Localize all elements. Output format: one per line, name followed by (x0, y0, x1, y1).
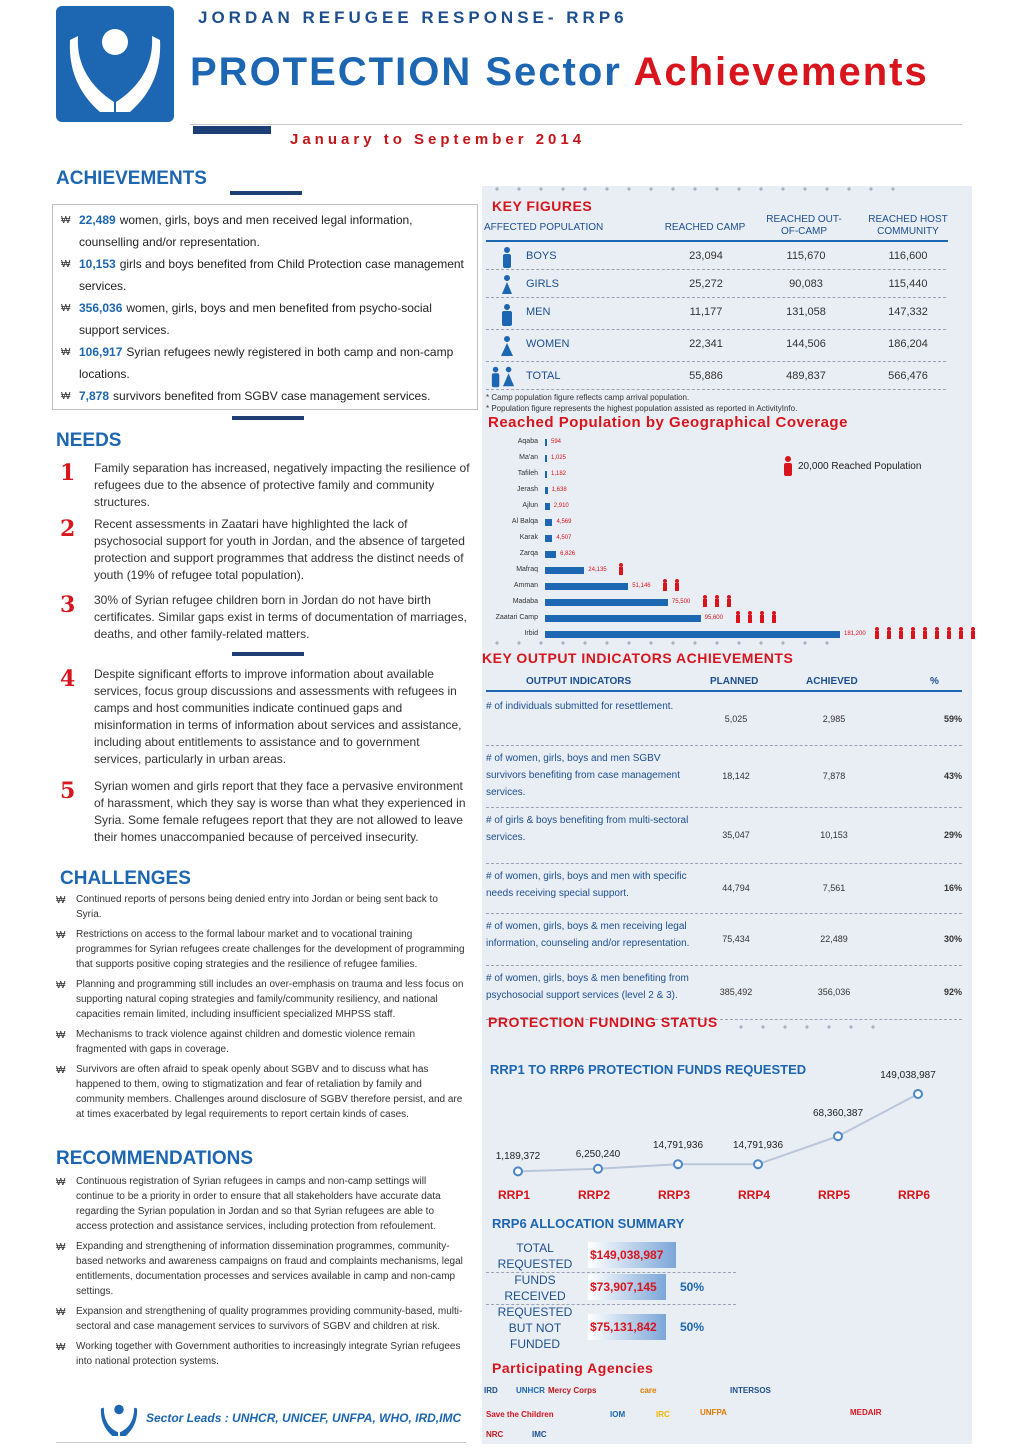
alloc-value-total: $149,038,987 (590, 1248, 664, 1262)
challenge-text: Restrictions on access to the formal labour market and to vocational training programmes for Syrian refugees create challenges for the development of programming that supports positive coping strategies and the resilience of refugee families. (76, 929, 465, 970)
kf-header-host: REACHED HOST COMMUNITY (868, 214, 948, 237)
oi-label: # of girls & boys benefiting from multi-sectoral services. (486, 815, 689, 843)
oi-achieved: 22,489 (820, 934, 848, 944)
geo-legend (782, 456, 921, 476)
oi-percent: 59% (943, 714, 962, 724)
challenge-item (56, 1027, 466, 1057)
kf-out-value: 131,058 (786, 306, 826, 318)
need-item (60, 516, 470, 584)
kf-header-outcamp: REACHED OUT-OF-CAMP (766, 214, 842, 237)
boy-icon (500, 246, 514, 268)
kf-out-value: 489,837 (786, 370, 826, 382)
oi-achieved: 356,036 (817, 987, 851, 997)
funding-title: PROTECTION FUNDING STATUS (488, 1014, 718, 1030)
hands-bullet-icon: ₩ (56, 895, 66, 906)
alloc-title: RRP6 ALLOCATION SUMMARY (492, 1216, 685, 1231)
kf-label: MEN (526, 306, 551, 318)
funds-category-label: RRP4 (738, 1188, 771, 1202)
funds-point (834, 1132, 842, 1140)
kf-camp-value: 11,177 (689, 306, 723, 318)
geo-value-label: 181,200 (844, 631, 866, 637)
achievement-item (61, 209, 469, 253)
challenge-text: Continued reports of persons being denied entry into Jordan or being sent back to Syria. (76, 894, 438, 920)
footer-rule (56, 1442, 466, 1443)
alloc-pct-unfunded: 50% (680, 1320, 705, 1334)
hands-icon (56, 6, 174, 122)
challenge-text: Mechanisms to track violence against children and domestic violence remain fragmented with gaps in coverage. (76, 1029, 416, 1055)
funds-value-label: 149,038,987 (880, 1070, 936, 1081)
oi-header-planned: PLANNED (710, 676, 759, 687)
oi-label: # of women, girls, boys & men receiving legal information, counseling and/or representation. (486, 921, 690, 949)
kf-header-population: AFFECTED POPULATION (484, 222, 604, 233)
alloc-pct-received: 50% (680, 1280, 705, 1294)
recommendation-item (56, 1304, 466, 1334)
agencies-title: Participating Agencies (492, 1360, 654, 1376)
challenge-item (56, 977, 466, 1022)
kf-out-value: 144,506 (786, 338, 826, 350)
funds-value-label: 68,360,387 (812, 1108, 864, 1120)
sector-leads (100, 1400, 461, 1436)
agency-logo: IOM (610, 1410, 626, 1419)
protection-logo (56, 6, 174, 122)
achievements-underline (230, 191, 302, 195)
agency-logo: Save the Children (486, 1410, 554, 1419)
oi-label: # of individuals submitted for resettlement. (486, 701, 674, 712)
person-red-icon (618, 562, 622, 574)
person-red-icon (662, 578, 666, 590)
alloc-label-unfunded: REQUESTED BUT NOT FUNDED (497, 1305, 573, 1351)
challenge-text: Survivors are often afraid to speak openly about SGBV and to discuss what has happened to them, owing to stigmatization and fear of retaliation by family and community members. Challenges around disclosure of SGBV therefore persist, and are at times exacerbated by legal requirements to report certain kinds of cases. (76, 1064, 463, 1120)
hands-bullet-icon: ₩ (56, 1065, 66, 1076)
title-blue: PROTECTION Sector (190, 50, 622, 94)
challenge-item (56, 1062, 466, 1122)
kf-camp-value: 55,886 (689, 370, 723, 382)
title-red: Achievements (633, 50, 929, 94)
geo-value-label: 1,182 (551, 471, 567, 477)
geo-bar (545, 599, 668, 606)
geo-value-label: 4,507 (556, 535, 572, 541)
hands-bullet-icon: ₩ (61, 303, 71, 314)
oi-achieved: 2,985 (822, 714, 846, 724)
person-red-icon (782, 456, 794, 476)
kf-note-camp: * Camp population figure reflects camp arrival population. (486, 393, 690, 402)
geo-category-label: Karak (519, 534, 538, 541)
geo-bar (545, 567, 584, 574)
needs-divider (232, 652, 304, 656)
person-red-icon (946, 626, 950, 638)
geo-bar (545, 551, 556, 558)
geo-bar (545, 631, 840, 638)
geo-bar (545, 503, 550, 510)
kf-host-value: 186,204 (888, 338, 928, 350)
geo-bar (545, 615, 701, 622)
report-period: January to September 2014 (290, 131, 586, 148)
achievement-number: 7,878 (79, 389, 110, 403)
funds-series-line (518, 1094, 918, 1171)
hands-bullet-icon: ₩ (56, 980, 66, 991)
kf-host-value: 147,332 (888, 306, 928, 318)
oi-planned: 385,492 (719, 987, 753, 997)
geo-category-label: Mafraq (516, 566, 538, 573)
girl-icon (500, 274, 514, 296)
person-red-icon (771, 610, 775, 622)
agency-logo: UNHCR (516, 1386, 545, 1395)
hands-bullet-icon: ₩ (56, 1177, 66, 1188)
funds-value-label: 1,189,372 (495, 1151, 541, 1163)
need-number: 2 (60, 516, 76, 542)
agency-logo: UNFPA (700, 1408, 727, 1417)
funds-point (914, 1090, 922, 1098)
recommendation-text: Expansion and strengthening of quality programmes providing community-based, multi-sectoral and case management services to survivors of SGBV and children at risk. (76, 1306, 463, 1332)
kf-row-women (486, 332, 946, 362)
achievement-item (61, 297, 469, 341)
achievement-text: girls and boys benefited from Child Protection case management services. (79, 257, 464, 293)
geo-category-label: Ma'an (519, 454, 538, 461)
achievement-text: women, girls, boys and men received legal information, counselling and/or representation. (79, 213, 413, 249)
recommendation-text: Working together with Government authorities to increasingly integrate Syrian refugees into national protection systems. (76, 1341, 461, 1367)
geo-value-label: 51,146 (632, 583, 651, 589)
header-rule (190, 124, 962, 125)
funds-point (514, 1167, 522, 1175)
geo-bar (545, 583, 628, 590)
achievement-text: Syrian refugees newly registered in both camp and non-camp locations. (79, 345, 454, 381)
person-red-icon (702, 594, 706, 606)
oi-percent: 29% (943, 830, 962, 840)
need-number: 5 (60, 778, 76, 804)
geo-category-label: Jerash (516, 486, 538, 493)
funds-category-label: RRP2 (578, 1188, 611, 1202)
recommendation-item (56, 1339, 466, 1369)
person-red-icon (910, 626, 914, 638)
agency-logo: IRC (656, 1410, 670, 1419)
achievement-item (61, 253, 469, 297)
funds-value-label: 14,791,936 (732, 1140, 784, 1152)
need-text: Syrian women and girls report that they face a pervasive environment of harassment, which they say is worse than what they experienced in Syria. Some female refugees report that they are not allowed to leave their homes unaccompanied because of perceived insecurity. (94, 779, 466, 844)
family-icon (490, 366, 516, 388)
geo-value-label: 1,638 (551, 487, 567, 493)
kf-host-value: 566,476 (888, 370, 928, 382)
agency-logo: INTERSOS (730, 1386, 771, 1395)
challenges-title: CHALLENGES (60, 868, 191, 889)
man-icon (500, 302, 514, 328)
pre-title: JORDAN REFUGEE RESPONSE- RRP6 (198, 8, 628, 27)
challenges-list (56, 892, 466, 1127)
funds-value-label: 14,791,936 (652, 1140, 704, 1152)
need-text: Despite significant efforts to improve information about available services, focus group discussions and assessments with refugees in camps and host communities indicate continued gaps and misinformation in terms of information about services and assistance, including about entitlements to assistance and to government services, particularly in urban areas. (94, 667, 462, 766)
oi-row (486, 808, 962, 864)
geo-chart-title: Reached Population by Geographical Coverage (488, 414, 848, 431)
geo-value-label: 75,500 (671, 599, 691, 605)
recommendations-list (56, 1174, 466, 1374)
oi-percent: 30% (943, 934, 962, 944)
need-number: 3 (60, 592, 76, 618)
need-item (60, 460, 470, 511)
dotted-divider (730, 1024, 880, 1030)
person-red-icon (747, 610, 751, 622)
geo-bar (545, 439, 547, 446)
person-red-icon (759, 610, 763, 622)
achievements-title: ACHIEVEMENTS (56, 168, 207, 189)
needs-title: NEEDS (56, 430, 122, 451)
funds-category-label: RRP1 (498, 1188, 531, 1202)
kf-out-value: 115,670 (786, 250, 826, 262)
geo-value-label: 95,600 (704, 615, 723, 621)
kf-row-total (486, 364, 946, 390)
oi-planned: 44,794 (722, 883, 750, 893)
hands-bullet-icon: ₩ (56, 1030, 66, 1041)
output-indicators-title: KEY OUTPUT INDICATORS ACHIEVEMENTS (482, 650, 794, 666)
agency-logo: MEDAIR (850, 1408, 882, 1417)
hands-bullet-icon: ₩ (61, 215, 71, 226)
person-red-icon (922, 626, 926, 638)
geo-value-label: 4,569 (556, 519, 572, 525)
kf-label: GIRLS (526, 278, 560, 290)
recommendation-text: Expanding and strengthening of information dissemination programmes, community-based networks and awareness campaigns on fraud and complaints mechanisms, legal entitlements, documentation processes and services available in camp and non-camp settings. (76, 1241, 463, 1297)
achievement-number: 356,036 (79, 301, 123, 315)
achievement-number: 10,153 (79, 257, 116, 271)
need-text: Recent assessments in Zaatari have highlighted the lack of psychosocial support for youth in Jordan, and the absence of targeted protection and support programmes that address the distinct needs of youth (19% of refugee total population). (94, 517, 465, 582)
need-item (60, 778, 470, 846)
kf-header-rule (486, 240, 948, 242)
agency-logo: care (640, 1386, 657, 1395)
achievement-text: women, girls, boys and men benefited from psycho-social support services. (79, 301, 432, 337)
challenge-text: Planning and programming still includes an over-emphasis on trauma and less focus on supporting natural coping strategies and family/community resiliency, and national capacities remain limited, including insufficient specialized MHPSS staff. (76, 979, 464, 1020)
person-red-icon (898, 626, 902, 638)
kf-camp-value: 22,341 (689, 338, 723, 350)
woman-icon (500, 334, 514, 360)
need-item (60, 666, 470, 768)
oi-header-indicators: OUTPUT INDICATORS (526, 676, 632, 687)
person-red-icon (934, 626, 938, 638)
geo-bar (545, 535, 552, 542)
dotted-divider (486, 640, 836, 646)
alloc-label-total: TOTAL REQUESTED (497, 1241, 573, 1271)
recommendations-title: RECOMMENDATIONS (56, 1148, 254, 1169)
funds-chart-title: RRP1 TO RRP6 PROTECTION FUNDS REQUESTED (490, 1062, 807, 1077)
funds-point (674, 1160, 682, 1168)
recommendation-text: Continuous registration of Syrian refugees in camps and non-camp settings will continue to be a priority in order to ensure that all stakeholders have accurate data regarding the Syrian population in Jordan and so that Syrian refugees are able to access protection and assistance services, including protection from refoulement. (76, 1176, 441, 1232)
hands-logo-icon (100, 1400, 138, 1436)
dotted-divider (486, 186, 906, 192)
achievements-list (52, 204, 478, 410)
sector-leads-text: Sector Leads : UNHCR, UNICEF, UNFPA, WHO, IRD,IMC (146, 1411, 462, 1425)
kf-label: WOMEN (526, 338, 570, 350)
need-item (60, 592, 470, 643)
alloc-value-unfunded: $75,131,842 (590, 1320, 657, 1334)
geo-category-label: Madaba (512, 598, 538, 605)
need-text: Family separation has increased, negatively impacting the resilience of refugees due to the absence of protective family and community structures. (94, 461, 470, 509)
geo-value-label: 6,826 (560, 551, 576, 557)
agency-logo: NRC (486, 1430, 504, 1439)
oi-header-rule (486, 690, 962, 692)
funds-value-label: 6,250,240 (575, 1148, 621, 1160)
need-number: 1 (60, 460, 76, 486)
oi-header-pct: % (930, 676, 939, 687)
geo-category-label: Irbid (524, 630, 538, 637)
achievement-item (61, 341, 469, 385)
geo-bar (545, 471, 547, 478)
challenge-item (56, 927, 466, 972)
oi-planned: 5,025 (724, 714, 748, 724)
oi-percent: 16% (943, 883, 962, 893)
person-red-icon (735, 610, 739, 622)
kf-header-camp: REACHED CAMP (664, 222, 746, 233)
achievement-item (61, 385, 469, 408)
page-title (190, 50, 929, 95)
oi-achieved: 7,878 (822, 771, 846, 781)
geo-value-label: 2,910 (553, 503, 569, 509)
alloc-value-received: $73,907,145 (590, 1280, 657, 1294)
hands-bullet-icon: ₩ (61, 347, 71, 358)
geo-category-label: Amman (513, 582, 538, 589)
geo-legend-text: 20,000 Reached Population (798, 460, 922, 472)
person-red-icon (958, 626, 962, 638)
geo-bar (545, 487, 548, 494)
recommendation-item (56, 1174, 466, 1234)
kf-label: TOTAL (526, 370, 561, 382)
kf-host-value: 115,440 (888, 278, 928, 290)
oi-planned: 75,434 (722, 934, 750, 944)
geo-bar (545, 519, 552, 526)
key-figures-title: KEY FIGURES (492, 198, 593, 214)
hands-bullet-icon: ₩ (56, 1242, 66, 1253)
geo-category-label: Zaatari Camp (495, 614, 538, 621)
geo-value-label: 24,135 (588, 567, 607, 573)
hands-bullet-icon: ₩ (56, 1307, 66, 1318)
challenge-item (56, 892, 466, 922)
person-red-icon (726, 594, 730, 606)
oi-planned: 18,142 (722, 771, 750, 781)
hands-bullet-icon: ₩ (56, 1342, 66, 1353)
kf-camp-value: 25,272 (689, 278, 723, 290)
kf-row-boys (486, 244, 946, 270)
achievement-number: 106,917 (79, 345, 123, 359)
geo-category-label: Al Balqa (511, 518, 538, 525)
funds-category-label: RRP5 (818, 1188, 851, 1202)
person-red-icon (874, 626, 878, 638)
funds-category-label: RRP3 (658, 1188, 691, 1202)
funds-point (754, 1160, 762, 1168)
person-red-icon (714, 594, 718, 606)
need-text: 30% of Syrian refugee children born in Jordan do not have birth certificates. Similar gaps exist in terms of documentation of marriages, deaths, and other family-related matters. (94, 593, 467, 641)
kf-camp-value: 23,094 (689, 250, 723, 262)
oi-row (486, 746, 962, 808)
kf-out-value: 90,083 (789, 278, 823, 290)
oi-achieved: 7,561 (822, 883, 846, 893)
geo-value-label: 1,025 (551, 455, 567, 461)
geo-category-label: Aqaba (517, 438, 538, 445)
header-bar (193, 126, 271, 134)
recommendation-item (56, 1239, 466, 1299)
oi-header-achieved: ACHIEVED (806, 676, 858, 687)
person-red-icon (674, 578, 678, 590)
oi-label: # of women, girls, boys & men benefiting from psychosocial support services (level 2 & 3). (486, 973, 689, 1001)
geo-value-label: 594 (551, 439, 562, 445)
needs-underline (232, 416, 304, 420)
achievement-text: survivors benefited from SGBV case management services. (113, 389, 431, 403)
agency-logo: IRD (484, 1386, 498, 1395)
oi-row (486, 966, 962, 1020)
agency-logo: IMC (532, 1430, 547, 1439)
oi-percent: 92% (943, 987, 962, 997)
funds-point (594, 1165, 602, 1173)
oi-achieved: 10,153 (820, 830, 848, 840)
hands-bullet-icon: ₩ (61, 391, 71, 402)
achievement-number: 22,489 (79, 213, 116, 227)
need-number: 4 (60, 666, 76, 692)
oi-planned: 35,047 (722, 830, 750, 840)
kf-row-men (486, 300, 946, 330)
geo-bar (545, 455, 547, 462)
oi-row (486, 914, 962, 966)
oi-row (486, 864, 962, 914)
kf-note-population: * Population figure represents the highest population assisted as reported in ActivityInfo. (486, 404, 798, 413)
oi-label: # of women, girls, boys and men with specific needs receiving special support. (486, 871, 687, 899)
geo-category-label: Ajlun (522, 502, 538, 509)
person-red-icon (970, 626, 974, 638)
geo-category-label: Tafileh (517, 470, 538, 477)
hands-bullet-icon: ₩ (56, 930, 66, 941)
person-red-icon (886, 626, 890, 638)
kf-host-value: 116,600 (888, 250, 928, 262)
kf-label: BOYS (526, 250, 557, 262)
alloc-label-received: FUNDS RECEIVED (504, 1273, 566, 1303)
oi-label: # of women, girls, boys and men SGBV survivors benefiting from case management services. (486, 753, 680, 798)
oi-percent: 43% (943, 771, 962, 781)
oi-row (486, 694, 962, 746)
kf-row-girls (486, 272, 946, 298)
hands-bullet-icon: ₩ (61, 259, 71, 270)
geo-category-label: Zarqa (519, 550, 538, 557)
agency-logo: Mercy Corps (548, 1386, 597, 1395)
funds-category-label: RRP6 (898, 1188, 931, 1202)
